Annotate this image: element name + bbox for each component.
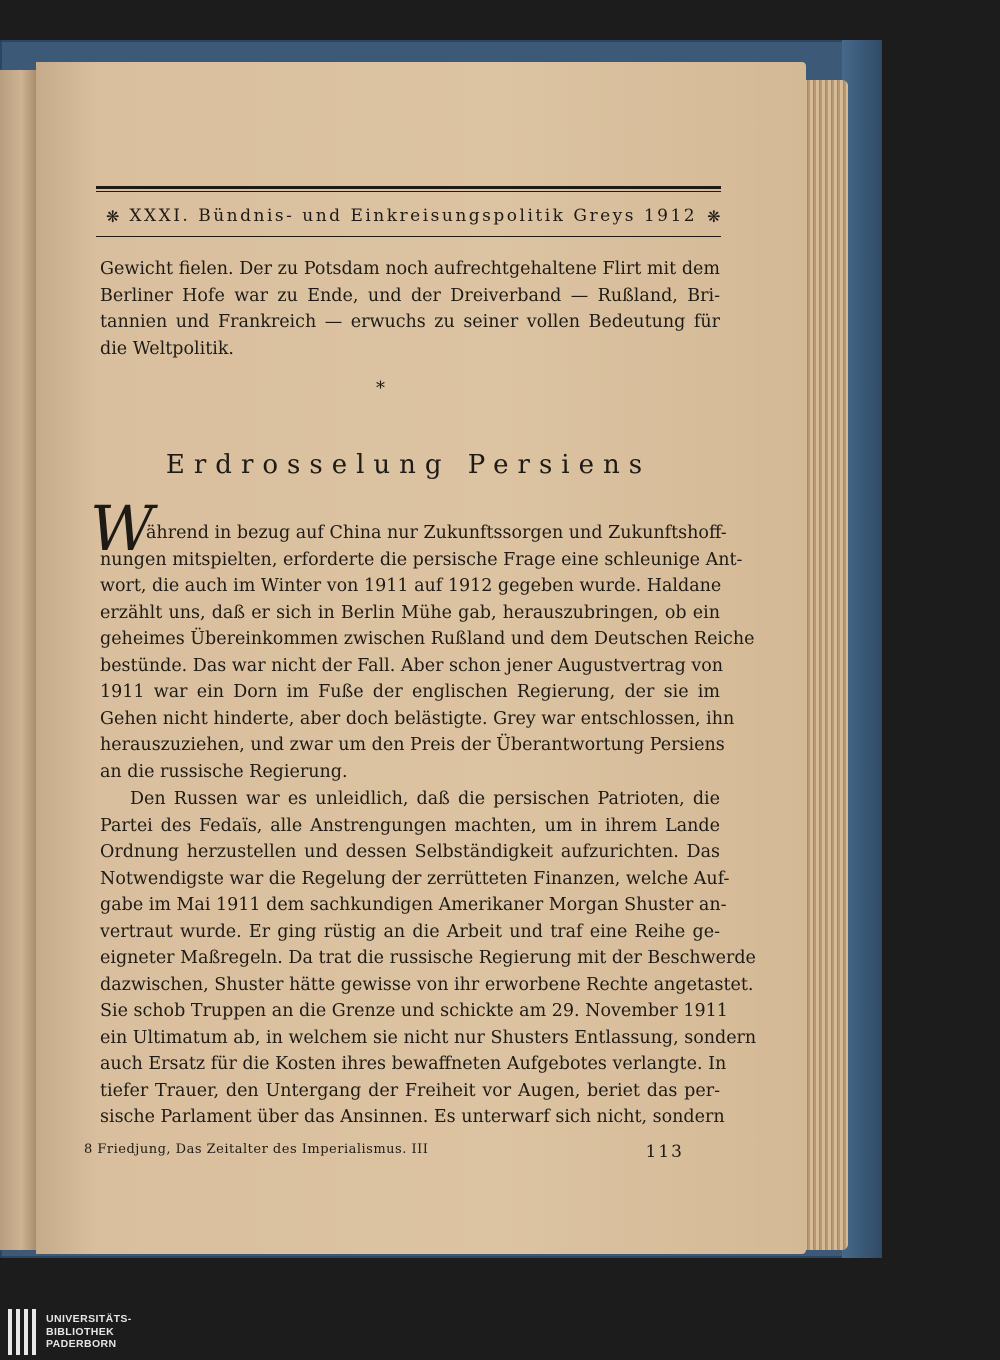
- text-line: Partei des Fedaïs, alle Anstrengungen machten, um in ihrem Lande: [100, 815, 720, 836]
- text-line: Berliner Hofe war zu Ende, und der Dreiverband — Rußland, Bri-: [100, 285, 720, 306]
- ornament-right-icon: ❋: [707, 206, 721, 226]
- text-line: vertraut wurde. Er ging rüstig an die Arbeit und traf eine Reihe ge-: [100, 921, 720, 942]
- header-rule-top-thin: [96, 191, 721, 192]
- ornament-left-icon: ❋: [106, 206, 120, 226]
- text-line: Gehen nicht hinderte, aber doch belästigte. Grey war entschlossen, ihn: [100, 708, 735, 729]
- text-line: bestünde. Das war nicht der Fall. Aber schon jener Augustvertrag von: [100, 655, 724, 676]
- page-footer: [84, 1142, 684, 1162]
- text-line: Notwendigste war die Regelung der zerrütteten Finanzen, welche Auf-: [100, 868, 730, 889]
- text-line: 1911 war ein Dorn im Fuße der englischen Regierung, der sie im: [100, 682, 720, 702]
- library-logo-text: [46, 1313, 132, 1351]
- text-line: Den Russen war es unleidlich, daß die persischen Patrioten, die: [130, 789, 720, 809]
- header-rule-bottom: [96, 236, 721, 237]
- section-separator: *: [376, 378, 385, 399]
- running-header: [96, 201, 721, 231]
- text-line: an die russische Regierung.: [100, 761, 348, 782]
- library-logo-line: BIBLIOTHEK: [46, 1325, 115, 1338]
- running-header-title: XXXI. Bündnis- und Einkreisungspolitik Greys 1912: [129, 206, 698, 226]
- text-line: ährend in bezug auf China nur Zukunftssorgen und Zukunftshoff-: [146, 523, 727, 543]
- text-line: eigneter Maßregeln. Da trat die russische Regierung mit der Beschwerde: [100, 948, 756, 968]
- page-number: 113: [645, 1142, 684, 1162]
- text-line: dazwischen, Shuster hätte gewisse von ihr erworbene Rechte angetastet.: [100, 974, 754, 995]
- library-logo: [8, 1306, 188, 1358]
- paragraph-two: [100, 786, 757, 1131]
- text-line: erzählt uns, daß er sich in Berlin Mühe gab, herauszubringen, ob ein: [100, 602, 720, 623]
- text-line: ein Ultimatum ab, in welchem sie nicht nur Shusters Entlassung, sondern: [100, 1027, 757, 1048]
- text-line: herauszuziehen, und zwar um den Preis der Überantwortung Persiens: [100, 735, 725, 755]
- header-rule-top: [96, 186, 721, 189]
- cover-edge: [842, 40, 882, 1258]
- book-page: [36, 62, 806, 1254]
- paragraph-one: [100, 520, 755, 785]
- section-heading: Erdrosselung Persiens: [165, 450, 652, 480]
- text-line: auch Ersatz für die Kosten ihres bewaffneten Aufgebotes verlangte. In: [100, 1054, 727, 1074]
- text-line: wort, die auch im Winter von 1911 auf 1912 gegeben wurde. Haldane: [100, 576, 722, 596]
- text-line: Sie schob Truppen an die Grenze und schickte am 29. November 1911: [100, 1001, 728, 1021]
- library-logo-line: PADERBORN: [46, 1338, 117, 1351]
- text-line: nungen mitspielten, erforderte die persische Frage eine schleunige Ant-: [100, 549, 743, 570]
- text-line: tannien und Frankreich — erwuchs zu seiner vollen Bedeutung für: [100, 312, 720, 332]
- paragraph-top: [100, 256, 720, 362]
- text-line: geheimes Übereinkommen zwischen Rußland und dem Deutschen Reiche: [100, 629, 755, 649]
- text-line: die Weltpolitik.: [100, 338, 234, 359]
- text-line: sische Parlament über das Ansinnen. Es unterwarf sich nicht, sondern: [100, 1107, 725, 1127]
- text-line: gabe im Mai 1911 dem sachkundigen Amerikaner Morgan Shuster an-: [100, 895, 727, 915]
- text-line: Gewicht fielen. Der zu Potsdam noch aufrechtgehaltene Flirt mit dem: [100, 259, 720, 279]
- text-line: tiefer Trauer, den Untergang der Freiheit vor Augen, beriet das per-: [100, 1080, 720, 1101]
- signature-mark: 8 Friedjung, Das Zeitalter des Imperialismus. III: [84, 1142, 429, 1157]
- drop-cap: W: [90, 492, 154, 565]
- library-logo-bars-icon: [8, 1309, 36, 1355]
- library-logo-line: UNIVERSITÄTS-: [46, 1313, 132, 1326]
- text-line: Ordnung herzustellen und dessen Selbständigkeit aufzurichten. Das: [100, 842, 720, 862]
- previous-page-edge: [0, 70, 36, 1250]
